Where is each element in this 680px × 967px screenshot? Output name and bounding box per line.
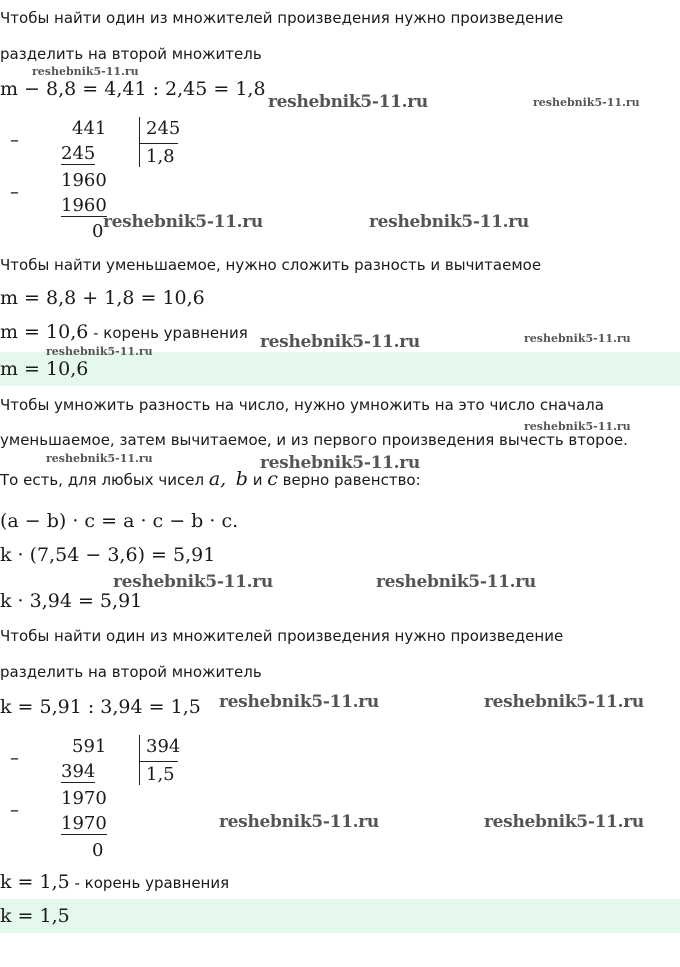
answer-k: k = 1,5 <box>0 905 70 927</box>
rule-divide-line1: Чтобы найти один из множителей произведения нужно произведение <box>0 9 564 27</box>
watermark: reshebnik5-11.ru <box>103 212 263 232</box>
root-label: - корень уравнения <box>88 324 248 342</box>
watermark: reshebnik5-11.ru <box>260 453 420 473</box>
minus-sign: – <box>10 182 19 203</box>
watermark: reshebnik5-11.ru <box>376 572 536 592</box>
answer-m: m = 10,6 <box>0 358 89 380</box>
rule-distributive-line1: Чтобы умножить разность на число, нужно умножить на это число сначала <box>0 396 604 414</box>
watermark-small: reshebnik5-11.ru <box>533 96 640 109</box>
rule-minuend: Чтобы найти уменьшаемое, нужно сложить разность и вычитаемое <box>0 256 542 274</box>
equation-m-first: m − 8,8 = 4,41 : 2,45 = 1,8 <box>0 78 266 100</box>
divisor: 394 <box>146 736 181 757</box>
divisor: 245 <box>146 118 181 139</box>
watermark: reshebnik5-11.ru <box>268 92 428 112</box>
watermark: reshebnik5-11.ru <box>113 572 273 592</box>
identity-formula: (a − b) · c = a · c − b · c. <box>0 510 239 532</box>
subtrahend-2: 1960 <box>61 195 107 216</box>
equation-k-root-math: k = 1,5 <box>0 871 70 893</box>
equation-k-root <box>0 871 229 893</box>
answer-k-highlight <box>0 899 680 933</box>
equation-m-sum: m = 8,8 + 1,8 = 10,6 <box>0 287 205 309</box>
var-b: b <box>235 468 248 490</box>
dividend: 441 <box>72 118 107 139</box>
minus-sign: – <box>10 130 19 151</box>
watermark: reshebnik5-11.ru <box>369 212 529 232</box>
rule-divide-line2: разделить на второй множитель <box>0 663 262 681</box>
minus-sign: – <box>10 748 19 769</box>
rule-divide-line1: Чтобы найти один из множителей произведения нужно произведение <box>0 627 564 645</box>
remainder-1: 1960 <box>61 170 107 191</box>
dividend: 591 <box>72 736 107 757</box>
watermark: reshebnik5-11.ru <box>260 332 420 352</box>
watermark: reshebnik5-11.ru <box>484 692 644 712</box>
rule-any-numbers-and: и <box>247 471 268 489</box>
rule-distributive-line2: уменьшаемое, затем вычитаемое, и из первого произведения вычесть второе. <box>0 431 628 449</box>
subtrahend-1: 245 <box>61 143 96 164</box>
equation-k1: k · (7,54 − 3,6) = 5,91 <box>0 544 216 566</box>
equation-k3: k = 5,91 : 3,94 = 1,5 <box>0 696 201 718</box>
var-c: c <box>267 468 278 490</box>
subtrahend-2: 1970 <box>61 813 107 834</box>
var-a: a, <box>208 468 227 490</box>
subtrahend-1: 394 <box>61 761 96 782</box>
watermark: reshebnik5-11.ru <box>484 812 644 832</box>
watermark: reshebnik5-11.ru <box>219 812 379 832</box>
root-label: - корень уравнения <box>69 874 230 892</box>
equation-k2: k · 3,94 = 5,91 <box>0 590 143 612</box>
divisor-underline <box>140 761 178 762</box>
watermark: reshebnik5-11.ru <box>219 692 379 712</box>
remainder-1: 1970 <box>61 788 107 809</box>
quotient: 1,8 <box>146 146 175 167</box>
remainder-final: 0 <box>92 221 104 242</box>
spacer <box>226 471 236 489</box>
watermark-small: reshebnik5-11.ru <box>524 420 631 433</box>
rule-any-numbers-post: верно равенство: <box>277 471 421 489</box>
division-bar <box>139 117 140 167</box>
watermark-small: reshebnik5-11.ru <box>46 452 153 465</box>
watermark-small: reshebnik5-11.ru <box>46 345 153 358</box>
rule-any-numbers <box>0 468 421 490</box>
remainder-final: 0 <box>92 840 104 861</box>
rule-any-numbers-pre: То есть, для любых чисел <box>0 471 209 489</box>
minus-sign: – <box>10 800 19 821</box>
rule-divide-line2: разделить на второй множитель <box>0 45 262 63</box>
division-bar <box>139 735 140 785</box>
watermark-small: reshebnik5-11.ru <box>32 65 139 78</box>
watermark-small: reshebnik5-11.ru <box>524 332 631 345</box>
equation-m-root <box>0 321 248 343</box>
divisor-underline <box>140 143 178 144</box>
quotient: 1,5 <box>146 764 175 785</box>
equation-m-root-math: m = 10,6 <box>0 321 89 343</box>
